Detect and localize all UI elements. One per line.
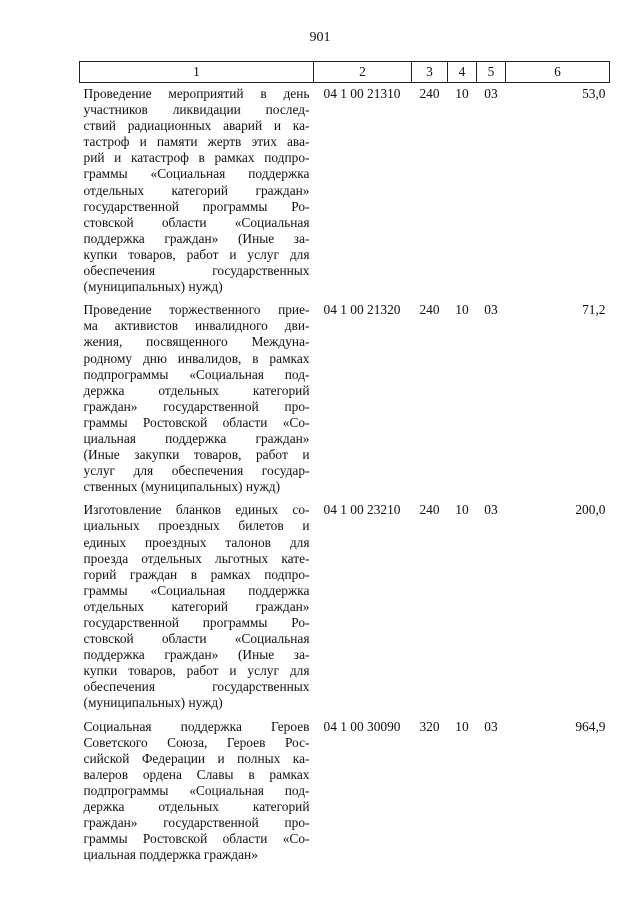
description-line: поддержка граждан» (Иные за- <box>83 230 310 246</box>
description-line: (муниципальных) нужд) <box>83 695 223 711</box>
row-amount: 964,9 <box>575 718 606 734</box>
description-line: граждан» государственной про- <box>83 815 310 831</box>
header-row <box>80 62 610 83</box>
row-subsection: 03 <box>484 86 498 101</box>
row-amount: 71,2 <box>582 302 606 318</box>
description-line: подпрограммы «Социальная под- <box>83 782 310 798</box>
description-line: ствий радиационных аварий и ка- <box>83 118 310 134</box>
description-line: (муниципальных) нужд) <box>83 279 223 295</box>
description-line: валеров ордена Славы в рамках <box>83 766 310 782</box>
description-line: сийской Федерации и полных ка- <box>83 750 310 766</box>
row-expense-type: 240 <box>419 502 440 518</box>
row-expense-type: 240 <box>419 86 440 101</box>
description-line: обеспечения государственных <box>83 679 310 695</box>
description-line: граммы Ростовской области «Со- <box>83 414 310 430</box>
header-col-6: 6 <box>506 62 610 83</box>
description-line: купки товаров, работ и услуг для <box>83 663 310 679</box>
budget-table <box>79 61 610 867</box>
table-row <box>80 299 610 499</box>
header-col-1: 1 <box>80 62 314 83</box>
description-line: циальных проездных билетов и <box>83 518 310 534</box>
row-description <box>80 716 314 868</box>
description-line: ма активистов инвалидного дви- <box>83 318 310 334</box>
description-line: рий и катастроф в рамках подпро- <box>83 150 310 166</box>
description-line: держка отдельных категорий <box>83 382 310 398</box>
description-line: Проведение торжественного прие- <box>83 302 310 318</box>
description-line: обеспечения государственных <box>83 263 310 279</box>
row-section: 10 <box>455 718 469 734</box>
description-line: Изготовление бланков единых со- <box>83 502 310 518</box>
row-expense-type: 240 <box>419 302 440 318</box>
description-line: государственной программы Ро- <box>83 615 310 630</box>
description-line: отдельных категорий граждан» <box>83 182 310 198</box>
row-amount: 200,0 <box>575 502 606 518</box>
table-header <box>80 62 610 83</box>
description-line: единых проездных талонов для <box>83 534 310 550</box>
row-section: 10 <box>455 502 469 518</box>
row-target-code: 04 1 00 21310 <box>323 86 401 101</box>
description-line: граммы Ростовской области «Со- <box>83 831 310 847</box>
description-line: ственных (муниципальных) нужд) <box>83 479 281 495</box>
table-body <box>80 83 610 868</box>
row-section: 10 <box>455 86 469 101</box>
description-line: граммы «Социальная поддержка <box>83 166 310 182</box>
row-subsection: 03 <box>484 718 498 734</box>
row-description <box>80 499 314 715</box>
description-line: стовской области «Социальная <box>83 214 310 230</box>
description-line: купки товаров, работ и услуг для <box>83 246 310 262</box>
description-line: держка отдельных категорий <box>83 799 310 815</box>
header-col-5: 5 <box>477 62 506 83</box>
row-amount: 53,0 <box>582 86 606 101</box>
description-line: проезда отдельных льготных кате- <box>83 550 310 566</box>
description-line: Социальная поддержка Героев <box>83 718 310 734</box>
row-expense-type: 320 <box>419 718 440 734</box>
header-col-4: 4 <box>448 62 477 83</box>
description-line: жения, посвященного Междуна- <box>83 334 310 350</box>
table-row <box>80 499 610 715</box>
description-line: Проведение мероприятий в день <box>83 86 310 101</box>
description-line: отдельных категорий граждан» <box>83 598 310 614</box>
row-description <box>80 299 314 499</box>
row-description <box>80 83 314 300</box>
description-line: Советского Союза, Героев Рос- <box>83 734 310 750</box>
description-line: поддержка граждан» (Иные за- <box>83 647 310 663</box>
row-subsection: 03 <box>484 502 498 518</box>
description-line: участников ликвидации послед- <box>83 102 310 118</box>
row-subsection: 03 <box>484 302 498 318</box>
description-line: (Иные закупки товаров, работ и <box>83 447 310 463</box>
description-line: циальная поддержка граждан» <box>83 847 258 863</box>
page-number: 901 <box>309 30 331 45</box>
table-row <box>80 716 610 868</box>
description-line: услуг для обеспечения государ- <box>83 463 310 479</box>
row-section: 10 <box>455 302 469 318</box>
description-line: циальная поддержка граждан» <box>83 430 310 446</box>
description-line: родному дню инвалидов, в рамках <box>83 350 310 366</box>
description-line: стовской области «Социальная <box>83 631 310 647</box>
description-line: граммы «Социальная поддержка <box>83 582 310 598</box>
header-col-2: 2 <box>314 62 412 83</box>
description-line: тастроф и памяти жертв этих ава- <box>83 134 310 150</box>
row-target-code: 04 1 00 21320 <box>323 302 401 318</box>
header-col-3: 3 <box>412 62 448 83</box>
description-line: подпрограммы «Социальная под- <box>83 366 310 382</box>
description-line: государственной программы Ро- <box>83 198 310 214</box>
description-line: горий граждан в рамках подпро- <box>83 566 310 582</box>
table-row <box>80 83 610 300</box>
row-target-code: 04 1 00 30090 <box>323 718 401 734</box>
row-target-code: 04 1 00 23210 <box>323 502 401 518</box>
description-line: граждан» государственной про- <box>83 398 310 414</box>
